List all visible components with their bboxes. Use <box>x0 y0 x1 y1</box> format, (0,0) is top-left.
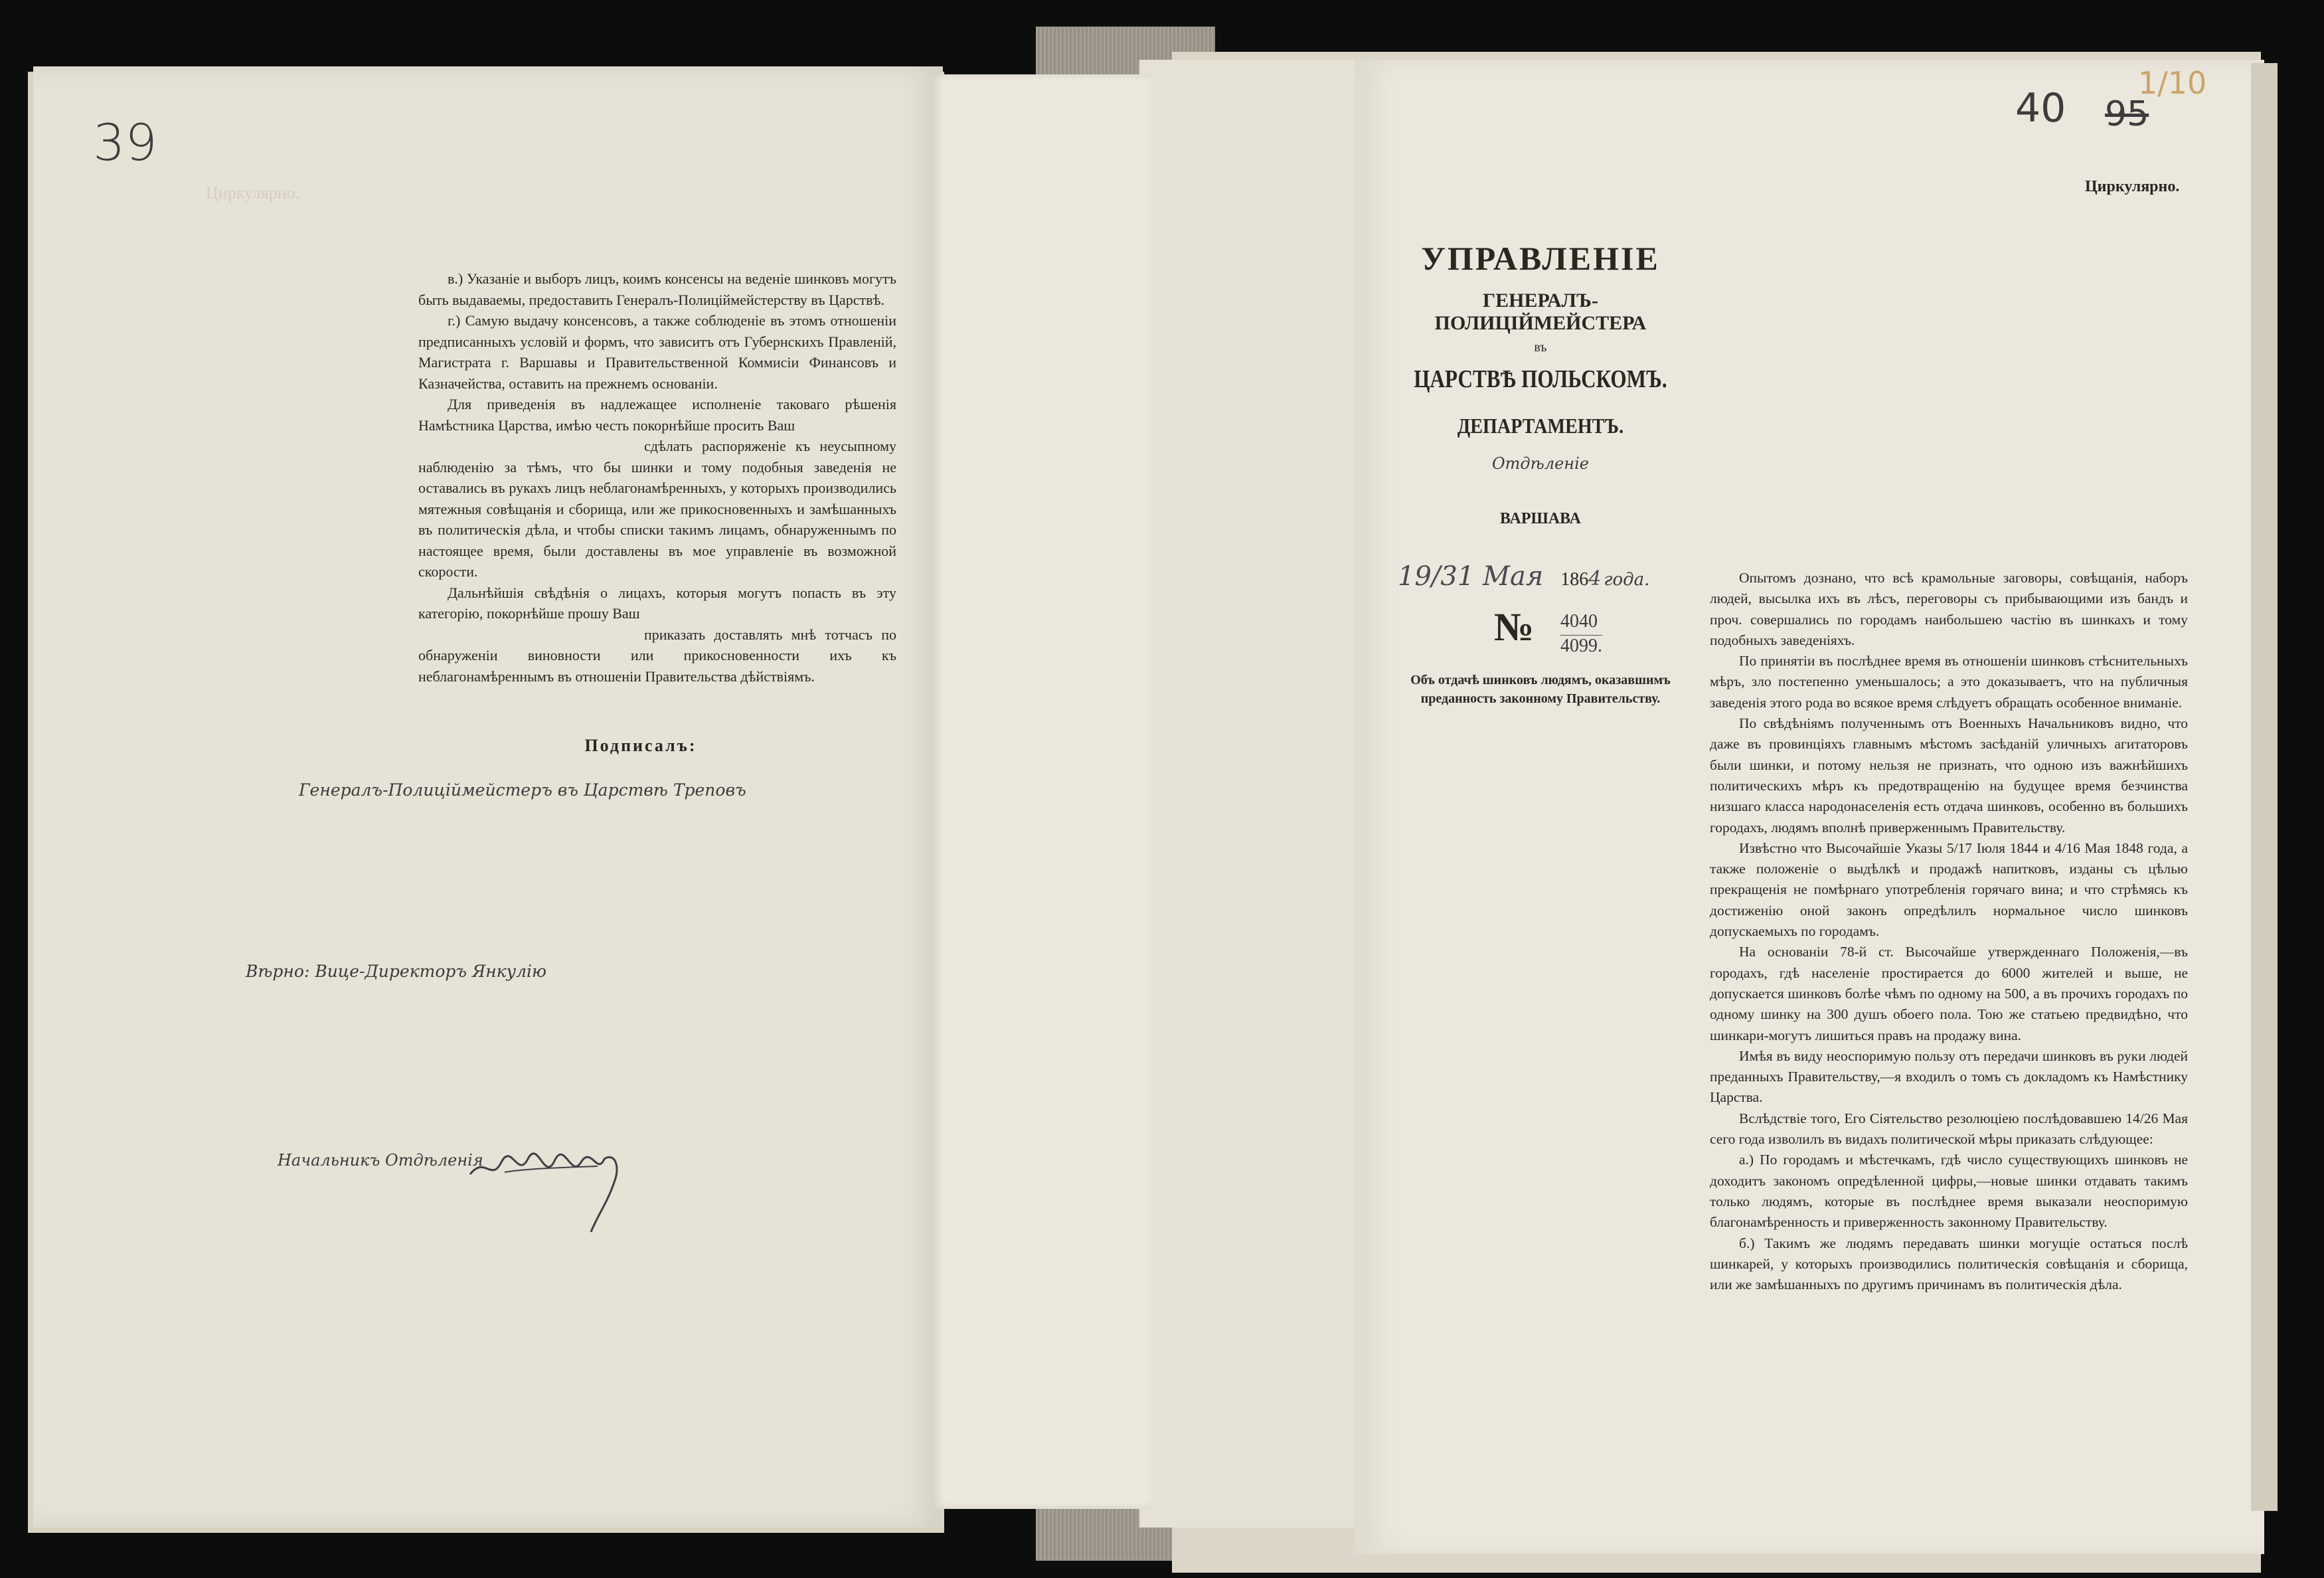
signed-line: Генералъ-Полиціймейстеръ въ Царствѣ Треповъ <box>299 780 746 800</box>
archive-mark-sheet: 95 <box>2105 94 2149 134</box>
department-label: ДЕПАРТАМЕНТЪ. <box>1457 414 1624 438</box>
city-label: ВАРШАВА <box>1499 510 1581 527</box>
left-paragraph: в.) Указаніе и выборъ лицъ, коимъ консенсы на веденіе шинковъ могутъ быть выдаваемы, предоставить Генералъ-Полиціймейстерству въ Царствѣ. <box>418 270 896 308</box>
right-page-body <box>1710 568 2188 1295</box>
archive-mark-fraction: 1/10 <box>2138 65 2207 101</box>
left-page-bleed-text: Циркулярно. <box>206 183 300 203</box>
year-suffix: года. <box>1604 570 1650 590</box>
right-paragraph: На основаніи 78-й ст. Высочайше утвержденнаго Положенія,—въ городахъ, гдѣ населеніе простирается до 6000 жителей и выше, не допускается шинковъ болѣе чѣмъ по одному на 500, а въ прочихъ городахъ по одному шинку на 300 душъ обоего пола. Тою же статьею предвидѣно, что шинкари-могутъ лишиться правъ на продажу вина. <box>1710 944 2188 1043</box>
institution-title: УПРАВЛЕНІЕ <box>1421 240 1660 277</box>
right-paragraph: Вслѣдствіе того, Его Сіятельство резолюціею послѣдовавшею 14/26 Мая сего года изволилъ въ видахъ политической мѣры приказать слѣдующее: <box>1710 1110 2188 1148</box>
left-paragraph: приказать доставлять мнѣ тотчасъ по обнаруженіи виновности или прикосновенности ихъ къ неблагонамѣреннымъ въ отношеніи Правительства дѣйствіямъ. <box>418 626 896 685</box>
header-block <box>1381 239 1700 528</box>
left-paragraph: г.) Самую выдачу консенсовъ, а также соблюденіе въ этомъ отношеніи предписанныхъ условій и формъ, что зависитъ отъ Губернскихъ Правленій, Магистрата г. Варшавы и Правительственной Коммисіи Финансовъ и Казначейства, оставить на прежнемъ основаніи. <box>418 312 896 392</box>
left-paragraph: Дальнѣйшія свѣдѣнія о лицахъ, которыя могутъ попасть въ эту категорію, покорнѣйше прошу Ваш <box>418 584 896 622</box>
institution-kingdom: ЦАРСТВѢ ПОЛЬСКОМЪ. <box>1414 365 1667 393</box>
right-paragraph: Извѣстно что Высочайшіе Указы 5/17 Іюля 1844 и 4/16 Мая 1848 года, а также положеніе о выдѣлкѣ и продажѣ напитковъ, изданы съ цѣлью прекращенія не помѣрнаго употребленія горячаго вина; и что стрѣмясь къ достиженію оной законъ опредѣлилъ нормальное число шинковъ допускаемыхъ по городамъ. <box>1710 839 2188 940</box>
right-paragraph: а.) По городамъ и мѣстечкамъ, гдѣ число существующихъ шинковъ не доходитъ закономъ опредѣленной цифры,—новые шинки отдавать такимъ только людямъ, которые въ послѣднее время выказали неоспоримую благонамѣренность и приверженность законному Правительству. <box>1710 1152 2188 1231</box>
right-paragraph: Имѣя въ виду неоспоримую пользу отъ передачи шинковъ въ руки людей преданныхъ Правительству,—я входилъ о томъ съ докладомъ къ Намѣстнику Царства. <box>1710 1047 2188 1106</box>
right-paragraph: По принятіи въ послѣднее время въ отношеніи шинковъ стѣснительныхъ мѣръ, зло постепенно уменьшалось; а это доказываетъ, что на публичныя заведенія этого рода во всякое время слѣдуетъ обращать особенное вниманіе. <box>1710 653 2188 711</box>
archive-mark-page: 40 <box>2015 85 2066 132</box>
number-top: 4040 <box>1560 611 1598 632</box>
flyleaf-inner <box>1139 60 1359 1528</box>
chief-line: Начальникъ Отдѣленія <box>278 1151 483 1170</box>
year-handwritten: 4 <box>1588 567 1602 590</box>
institution-preposition: въ <box>1534 340 1547 355</box>
right-paragraph: б.) Такимъ же людямъ передавать шинки могущіе остаться послѣ шинкарей, у которыхъ производились политическія совѣщанія и сборища, или же замѣшанныхъ по другимъ причинамъ въ политическія дѣла. <box>1710 1235 2188 1293</box>
verno-line: Вѣрно: Вице-Директоръ Янкулію <box>246 962 547 981</box>
circular-label: Циркулярно. <box>2085 178 2180 195</box>
left-page-number: 39 <box>93 113 157 172</box>
number-label: № <box>1494 605 1535 649</box>
right-paragraph: По свѣдѣніямъ полученнымъ отъ Военныхъ Начальниковъ видно, что даже въ провинціяхъ главнымъ мѣстомъ засѣданій уличныхъ агитаторовъ были шинки, и потому нельзя не признать, что одною изъ важнѣйшихъ политическихъ мѣръ къ предотвращенію на будущее время безчинства низшаго класса народонаселенія есть отдача шинковъ, особенно въ большихъ городахъ, людямъ вполнѣ приверженнымъ Правительству. <box>1710 715 2188 835</box>
date-line <box>1398 561 1690 592</box>
number-bottom: 4099. <box>1560 636 1602 656</box>
left-paragraph: сдѣлать распоряженіе къ неусыпному наблюденію за тѣмъ, что бы шинки и тому подобныя заведенія не оставались въ рукахъ лицъ неблагонамѣренныхъ, у которыхъ производились мятежныя совѣщанія и сборища, или же прикосновенныхъ и замѣшанныхъ въ политическія дѣла, и чтобы списки такимъ лицамъ, обнаруженнымъ по настоящее время, были доставлены въ мое управленіе въ возможной скорости. <box>418 438 896 580</box>
flyleaf <box>933 74 1152 1509</box>
section-label: Отдѣленіе <box>1492 454 1589 473</box>
document-number <box>1494 604 1667 677</box>
left-paragraph: Для приведенія въ надлежащее исполненіе таковаго рѣшенія Намѣстника Царства, имѣю честь покорнѣйше просить Ваш <box>418 396 896 434</box>
chief-signature <box>465 1142 637 1242</box>
right-page-edge <box>2251 63 2278 1511</box>
right-paragraph: Опытомъ дознано, что всѣ крамольные заговоры, совѣщанія, наборъ людей, высылка ихъ въ лѣсъ, переговоры съ прибывающими изъ бандъ и проч. совершались по городамъ наибольшею частію въ шинкахъ и тому подобныхъ заведеніяхъ. <box>1710 570 2188 648</box>
year-printed: 186 <box>1560 569 1589 590</box>
signed-label: Подписалъ: <box>584 736 697 755</box>
left-page-body <box>418 268 896 687</box>
date-handwritten: 19/31 Мая <box>1398 561 1544 592</box>
institution-subtitle: ГЕНЕРАЛЪ-ПОЛИЦІЙМЕЙСТЕРА <box>1434 290 1647 334</box>
subject-line: Объ отдачѣ шинковъ людямъ, оказавшимъ преданность законному Правительству. <box>1410 673 1671 706</box>
